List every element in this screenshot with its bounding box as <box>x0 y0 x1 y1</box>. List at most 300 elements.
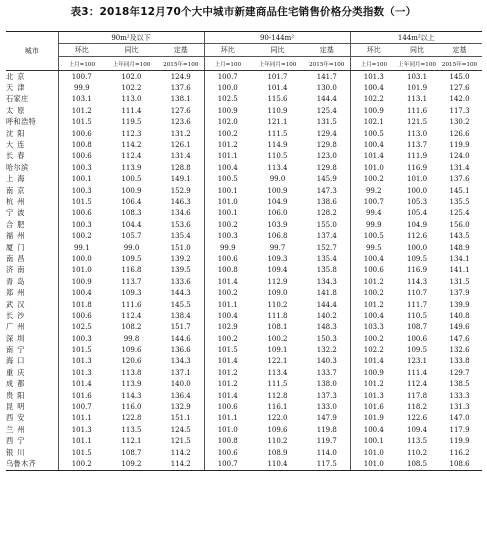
index-value: 119.5 <box>121 118 142 127</box>
index-value: 134.6 <box>170 209 191 218</box>
sub-header-yoy: 同比 <box>251 44 304 57</box>
index-value: 112.4 <box>121 311 142 320</box>
city-name: 青岛 <box>6 276 29 286</box>
index-value: 100.3 <box>58 219 105 230</box>
index-value: 100.7 <box>204 71 251 83</box>
index-value: 100.3 <box>58 162 105 173</box>
city-name: 兰州 <box>6 424 29 434</box>
table-row <box>6 162 482 173</box>
index-value: 152.7 <box>316 243 337 252</box>
index-value: 101.4 <box>204 356 251 367</box>
index-value: 144.6 <box>170 334 191 343</box>
index-value: 113.0 <box>406 129 428 138</box>
index-value: 104.9 <box>406 220 428 229</box>
index-value: 135.8 <box>316 266 337 275</box>
index-value: 145.9 <box>316 175 337 184</box>
index-value: 101.3 <box>350 390 397 401</box>
index-value: 116.9 <box>406 163 428 172</box>
index-value: 133.6 <box>170 277 191 286</box>
city-name: 合肥 <box>6 219 29 229</box>
index-value: 100.2 <box>204 287 251 298</box>
index-value: 134.3 <box>316 277 337 286</box>
index-value: 100.2 <box>350 174 397 185</box>
index-value: 101.0 <box>350 447 397 458</box>
city-name: 南宁 <box>6 345 29 355</box>
index-value: 108.5 <box>397 458 437 470</box>
base-header: 上月=100 <box>350 57 397 71</box>
index-value: 111.6 <box>121 300 142 309</box>
index-value: 138.1 <box>170 95 191 104</box>
index-value: 136.6 <box>170 346 191 355</box>
sub-header-yoy: 同比 <box>397 44 437 57</box>
index-value: 99.2 <box>350 185 397 196</box>
index-value: 141.8 <box>316 289 337 298</box>
index-value: 101.0 <box>350 162 397 173</box>
index-value: 102.9 <box>204 322 251 333</box>
index-value: 109.2 <box>105 458 158 470</box>
index-value: 131.4 <box>170 152 191 161</box>
header-base-row <box>6 57 482 71</box>
index-value: 142.0 <box>449 95 470 104</box>
index-value: 147.3 <box>316 186 337 195</box>
index-value: 147.9 <box>316 414 337 423</box>
city-name: 南昌 <box>6 253 29 263</box>
group-header: 90-144m² <box>204 32 350 44</box>
index-value: 123.6 <box>170 118 191 127</box>
index-value: 100.0 <box>204 82 251 93</box>
index-value: 100.2 <box>204 333 251 344</box>
index-value: 129.8 <box>316 141 337 150</box>
city-name: 广州 <box>6 322 29 332</box>
group-header: 90m²及以下 <box>58 32 204 44</box>
table-row <box>6 196 482 207</box>
index-value: 130.0 <box>316 84 337 93</box>
index-value: 137.4 <box>316 232 337 241</box>
index-value: 101.2 <box>350 276 397 287</box>
index-value: 100.6 <box>58 128 105 139</box>
index-value: 121.5 <box>170 437 191 446</box>
index-value: 104.9 <box>267 197 288 206</box>
index-value: 99.9 <box>350 219 397 230</box>
table-row <box>6 287 482 298</box>
index-value: 141.7 <box>316 72 337 81</box>
index-value: 100.9 <box>121 186 142 195</box>
index-value: 109.5 <box>121 254 142 263</box>
index-value: 111.5 <box>267 380 288 389</box>
index-value: 145.5 <box>170 300 191 309</box>
index-value: 112.4 <box>121 152 142 161</box>
city-name: 福州 <box>6 231 29 241</box>
index-value: 110.5 <box>406 311 428 320</box>
index-value: 132.6 <box>449 346 470 355</box>
index-value: 131.2 <box>170 129 191 138</box>
index-value: 114.3 <box>406 277 428 286</box>
index-value: 131.5 <box>449 277 470 286</box>
table-row <box>6 322 482 333</box>
table-row <box>6 436 482 447</box>
index-value: 101.2 <box>204 379 251 390</box>
index-value: 140.2 <box>316 311 337 320</box>
index-value: 105.7 <box>121 232 142 241</box>
index-value: 101.2 <box>58 105 105 116</box>
index-value: 133.0 <box>316 403 337 412</box>
index-value: 101.4 <box>204 390 251 401</box>
index-value: 100.7 <box>204 458 251 470</box>
index-value: 101.4 <box>267 84 288 93</box>
index-value: 100.4 <box>350 253 397 264</box>
city-name: 西安 <box>6 413 29 423</box>
index-value: 106.4 <box>121 197 142 206</box>
index-value: 101.5 <box>58 196 105 207</box>
index-value: 134.1 <box>449 254 470 263</box>
table-title: 表3：2018年12月70个大中城市新建商品住宅销售价格分类指数（一） <box>70 6 417 18</box>
index-value: 146.3 <box>170 197 191 206</box>
index-value: 114.2 <box>170 448 191 457</box>
index-value: 100.1 <box>204 208 251 219</box>
sub-header-base: 定基 <box>437 44 482 57</box>
city-name: 哈尔滨 <box>6 162 29 172</box>
index-value: 109.5 <box>406 254 428 263</box>
index-value: 101.2 <box>350 379 397 390</box>
index-value: 109.6 <box>121 346 142 355</box>
index-value: 101.8 <box>58 299 105 310</box>
table-row <box>6 105 482 116</box>
index-value: 100.1 <box>58 174 105 185</box>
index-value: 120.6 <box>121 357 142 366</box>
index-value: 125.4 <box>449 209 470 218</box>
index-value: 109.4 <box>406 425 428 434</box>
index-value: 119.8 <box>316 425 337 434</box>
index-value: 110.5 <box>267 152 288 161</box>
index-value: 108.6 <box>437 458 482 470</box>
index-value: 149.1 <box>170 175 191 184</box>
index-value: 101.0 <box>350 458 397 470</box>
table-row <box>6 390 482 401</box>
city-name: 大连 <box>6 140 29 150</box>
index-value: 100.4 <box>350 139 397 150</box>
index-value: 112.3 <box>121 129 142 138</box>
index-value: 99.1 <box>58 242 105 253</box>
index-value: 114.2 <box>158 458 204 470</box>
index-value: 124.0 <box>449 152 470 161</box>
index-value: 101.9 <box>350 413 397 424</box>
index-value: 106.8 <box>267 232 288 241</box>
index-value: 101.1 <box>58 436 105 447</box>
index-value: 117.9 <box>449 425 470 434</box>
index-value: 100.4 <box>350 310 397 321</box>
index-value: 122.1 <box>267 357 288 366</box>
index-value: 140.8 <box>449 311 470 320</box>
index-value: 129.8 <box>316 163 337 172</box>
index-value: 147.6 <box>449 334 470 343</box>
city-name: 深圳 <box>6 333 29 343</box>
table-row <box>6 299 482 310</box>
index-value: 116.9 <box>406 266 428 275</box>
index-value: 112.9 <box>267 277 288 286</box>
index-value: 103.9 <box>267 220 288 229</box>
base-header: 上年同月=100 <box>105 57 158 71</box>
table-row <box>6 253 482 264</box>
index-value: 137.6 <box>170 84 191 93</box>
table-row <box>6 82 482 93</box>
index-value: 103.1 <box>406 72 428 81</box>
base-header: 上年同月=100 <box>251 57 304 71</box>
index-value: 128.2 <box>316 209 337 218</box>
index-value: 109.4 <box>267 266 288 275</box>
index-value: 100.2 <box>58 458 105 470</box>
index-value: 113.0 <box>121 95 142 104</box>
index-value: 104.4 <box>121 220 142 229</box>
index-value: 101.7 <box>267 72 288 81</box>
index-value: 101.2 <box>204 367 251 378</box>
index-value: 141.1 <box>449 266 470 275</box>
index-value: 109.5 <box>406 346 428 355</box>
sub-header-mom: 环比 <box>204 44 251 57</box>
table-row <box>6 139 482 150</box>
index-value: 102.1 <box>350 117 397 128</box>
index-value: 132.2 <box>316 346 337 355</box>
table-row <box>6 185 482 196</box>
table-row <box>6 208 482 219</box>
index-value: 100.1 <box>204 185 251 196</box>
index-value: 110.2 <box>267 437 288 446</box>
table-row <box>6 344 482 355</box>
index-value: 135.5 <box>449 197 470 206</box>
base-header: 上月=100 <box>204 57 251 71</box>
city-name: 长沙 <box>6 310 29 320</box>
index-value: 101.3 <box>58 356 105 367</box>
index-value: 151.7 <box>170 323 191 332</box>
city-name: 济南 <box>6 265 29 275</box>
index-value: 113.4 <box>267 368 288 377</box>
index-value: 138.0 <box>316 380 337 389</box>
index-value: 100.1 <box>350 436 397 447</box>
index-value: 112.8 <box>267 391 288 400</box>
table-row <box>6 356 482 367</box>
index-value: 103.3 <box>350 322 397 333</box>
index-value: 100.2 <box>267 334 288 343</box>
index-value: 122.6 <box>406 414 428 423</box>
sub-header-base: 定基 <box>304 44 350 57</box>
index-value: 115.6 <box>267 95 288 104</box>
index-value: 129.4 <box>316 129 337 138</box>
index-value: 100.9 <box>350 105 397 116</box>
index-value: 137.9 <box>449 289 470 298</box>
index-value: 100.6 <box>58 310 105 321</box>
index-value: 110.7 <box>406 289 428 298</box>
index-value: 148.9 <box>449 243 470 252</box>
index-value: 101.0 <box>406 175 428 184</box>
index-value: 113.8 <box>121 368 142 377</box>
city-name: 西宁 <box>6 436 29 446</box>
index-value: 101.1 <box>204 299 251 310</box>
base-header: 2015年=100 <box>437 57 482 71</box>
index-value: 135.4 <box>170 232 191 241</box>
index-value: 100.2 <box>350 333 397 344</box>
index-value: 114.9 <box>267 141 288 150</box>
city-name: 武汉 <box>6 299 29 309</box>
index-value: 109.1 <box>267 346 288 355</box>
city-name: 上海 <box>6 174 29 184</box>
city-name: 北京 <box>6 71 29 81</box>
index-value: 101.3 <box>58 367 105 378</box>
group-header: 144m²以上 <box>350 32 482 44</box>
index-value: 111.8 <box>267 311 288 320</box>
city-name: 成都 <box>6 379 29 389</box>
index-value: 129.7 <box>449 368 470 377</box>
index-value: 113.9 <box>121 163 142 172</box>
index-value: 99.0 <box>123 243 140 252</box>
city-name: 呼和浩特 <box>6 117 36 127</box>
index-value: 112.1 <box>121 437 142 446</box>
index-value: 135.4 <box>316 254 337 263</box>
index-value: 99.9 <box>58 82 105 93</box>
index-value: 133.7 <box>316 368 337 377</box>
index-value: 100.5 <box>350 128 397 139</box>
index-value: 100.6 <box>58 208 105 219</box>
index-value: 101.4 <box>350 356 397 367</box>
table-row <box>6 413 482 424</box>
index-value: 108.7 <box>406 323 428 332</box>
index-value: 101.4 <box>350 151 397 162</box>
index-value: 143.5 <box>449 232 470 241</box>
index-value: 109.6 <box>267 425 288 434</box>
index-value: 145.0 <box>449 72 470 81</box>
index-value: 108.7 <box>121 448 142 457</box>
index-value: 100.6 <box>204 401 251 412</box>
index-value: 116.2 <box>449 448 470 457</box>
index-value: 151.0 <box>170 243 191 252</box>
index-value: 113.5 <box>406 437 428 446</box>
index-value: 137.1 <box>170 368 191 377</box>
index-value: 114.3 <box>121 391 142 400</box>
index-value: 140.3 <box>316 357 337 366</box>
index-value: 102.5 <box>58 322 105 333</box>
index-value: 114.0 <box>316 448 337 457</box>
index-value: 101.6 <box>350 401 397 412</box>
index-value: 139.2 <box>170 254 191 263</box>
index-value: 133.3 <box>449 391 470 400</box>
index-value: 102.2 <box>121 84 142 93</box>
index-value: 108.9 <box>267 448 288 457</box>
index-value: 101.4 <box>204 276 251 287</box>
index-value: 100.8 <box>204 436 251 447</box>
index-value: 128.8 <box>170 163 191 172</box>
index-value: 113.7 <box>121 277 142 286</box>
index-value: 139.9 <box>449 300 470 309</box>
table-row <box>6 401 482 412</box>
index-value: 147.0 <box>449 414 470 423</box>
index-value: 113.9 <box>121 380 142 389</box>
table-row <box>6 447 482 458</box>
index-value: 113.1 <box>406 95 428 104</box>
base-header: 上月=100 <box>58 57 105 71</box>
index-value: 99.5 <box>350 242 397 253</box>
table-row <box>6 230 482 241</box>
city-name: 厦门 <box>6 242 29 252</box>
index-value: 131.4 <box>449 163 470 172</box>
table-row <box>6 379 482 390</box>
index-value: 124.5 <box>170 425 191 434</box>
index-value: 100.5 <box>204 174 251 185</box>
index-value: 101.0 <box>204 196 251 207</box>
index-value: 100.2 <box>204 219 251 230</box>
table-row <box>6 265 482 276</box>
index-value: 100.9 <box>267 186 288 195</box>
index-value: 101.1 <box>204 413 251 424</box>
index-value: 116.1 <box>267 403 288 412</box>
index-value: 101.5 <box>58 344 105 355</box>
index-value: 100.4 <box>350 424 397 435</box>
index-value: 101.6 <box>58 390 105 401</box>
index-value: 102.0 <box>204 117 251 128</box>
index-value: 111.7 <box>406 300 428 309</box>
index-value: 101.5 <box>204 344 251 355</box>
index-value: 105.3 <box>406 197 428 206</box>
index-value: 102.2 <box>350 344 397 355</box>
index-value: 102.0 <box>121 72 142 81</box>
index-value: 111.6 <box>406 106 428 115</box>
index-value: 100.3 <box>204 230 251 241</box>
index-value: 116.0 <box>121 403 142 412</box>
index-value: 125.4 <box>316 106 337 115</box>
table-row <box>6 367 482 378</box>
index-value: 100.2 <box>204 128 251 139</box>
table-row <box>6 310 482 321</box>
index-value: 113.4 <box>267 163 288 172</box>
index-value: 101.2 <box>350 299 397 310</box>
index-value: 137.3 <box>316 391 337 400</box>
index-value: 139.5 <box>170 266 191 275</box>
index-value: 101.2 <box>204 139 251 150</box>
table-row <box>6 71 482 83</box>
table-row <box>6 151 482 162</box>
index-value: 105.4 <box>406 209 428 218</box>
index-value: 122.8 <box>121 414 142 423</box>
index-value: 117.5 <box>304 458 350 470</box>
index-value: 100.0 <box>406 243 428 252</box>
index-value: 99.9 <box>204 242 251 253</box>
index-value: 111.5 <box>267 129 288 138</box>
index-value: 102.5 <box>204 94 251 105</box>
city-name: 太原 <box>6 105 29 115</box>
index-value: 100.8 <box>58 139 105 150</box>
index-value: 150.3 <box>316 334 337 343</box>
index-value: 101.5 <box>58 447 105 458</box>
index-value: 108.2 <box>121 323 142 332</box>
table-row <box>6 458 482 470</box>
city-name: 杭州 <box>6 196 29 206</box>
index-value: 103.1 <box>58 94 105 105</box>
index-value: 101.0 <box>58 265 105 276</box>
index-value: 100.0 <box>58 253 105 264</box>
index-value: 113.5 <box>121 425 142 434</box>
index-value: 136.4 <box>170 391 191 400</box>
index-value: 109.3 <box>121 289 142 298</box>
index-value: 149.6 <box>449 323 470 332</box>
index-value: 100.3 <box>58 185 105 196</box>
index-value: 101.3 <box>58 424 105 435</box>
index-value: 131.5 <box>316 118 337 127</box>
index-value: 101.5 <box>58 117 105 128</box>
city-name: 石家庄 <box>6 94 29 104</box>
table-row <box>6 242 482 253</box>
index-value: 156.0 <box>449 220 470 229</box>
index-value: 133.8 <box>449 357 470 366</box>
index-value: 151.1 <box>170 414 191 423</box>
index-value: 101.4 <box>58 379 105 390</box>
index-value: 111.9 <box>406 152 428 161</box>
